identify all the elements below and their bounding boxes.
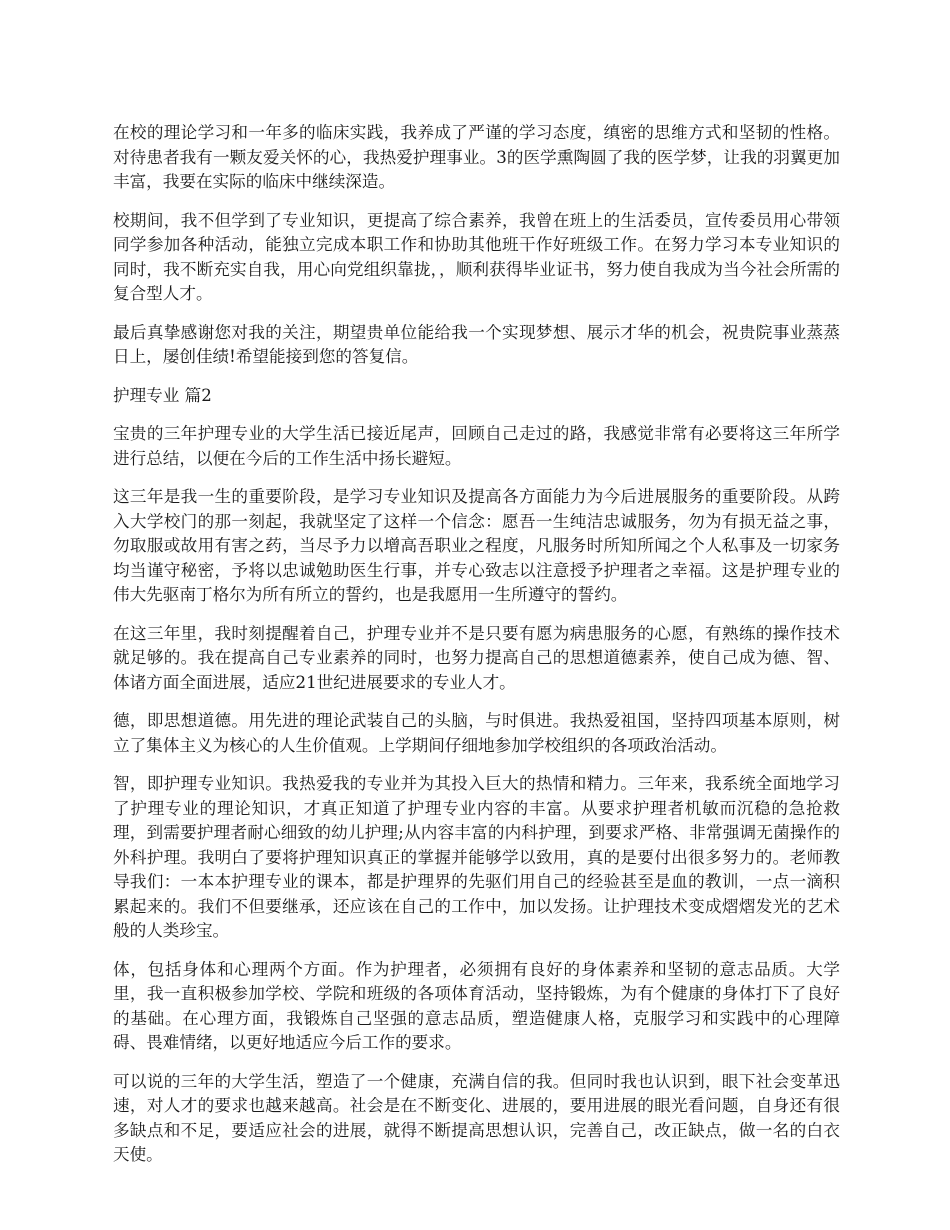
paragraph-knowledge: 智，即护理专业知识。我热爱我的专业并为其投入巨大的热情和精力。三年来，我系统全面地学习了护理专业的理论知识，才真正知道了护理专业内容的丰富。从要求护理者机敏而沉稳的急抢救理，到需要护理者耐心细致的幼儿护理;从内容丰富的内科护理，到要求严格、非常强调无菌操作的外科护理。我明白了要将护理知识真正的掌握并能够学以致用，真的是要付出很多努力的。老师教导我们：一本本护理专业的课本，都是护理界的先驱们用自己的经验甚至是血的教训，一点一滴积累起来的。我们不但要继承，还应该在自己的工作中，加以发扬。让护理技术变成熠熠发光的艺术般的人类珍宝。 <box>113 774 840 940</box>
paragraph-conclusion: 可以说的三年的大学生活，塑造了一个健康，充满自信的我。但同时我也认识到，眼下社会变革迅速，对人才的要求也越来越高。社会是在不断变化、进展的，要用进展的眼光看问题，自身还有很多缺点和不足，要适应社会的进展，就得不断提高思想认识，完善自己，改正缺点，做一名的白衣天使。 <box>113 1071 840 1164</box>
paragraph-three-years: 在这三年里，我时刻提醒着自己，护理专业并不是只要有愿为病患服务的心愿，有熟练的操作技术就足够的。我在提高自己专业素养的同时，也努力提高自己的思想道德素养，使自己成为德、智、体诸方面全面进展，适应21世纪进展要求的专业人才。 <box>113 623 840 692</box>
paragraph-morality: 德，即思想道德。用先进的理论武装自己的头脑，与时俱进。我热爱祖国，坚持四项基本原则，树立了集体主义为核心的人生价值观。上学期间仔细地参加学校组织的各项政治活动。 <box>113 711 840 755</box>
document-body <box>113 121 840 1182</box>
paragraph-school-activities: 校期间，我不但学到了专业知识，更提高了综合素养，我曾在班上的生活委员，宣传委员用心带领同学参加各种活动，能独立完成本职工作和协助其他班干作好班级工作。在努力学习本专业知识的同时，我不断充实自我，用心向党组织靠拢，，顺利获得毕业证书，努力使自我成为当今社会所需的复合型人才。 <box>113 210 840 303</box>
paragraph-clinical-practice: 在校的理论学习和一年多的临床实践，我养成了严谨的学习态度，缜密的思维方式和坚韧的性格。对待患者我有一颗友爱关怀的心，我热爱护理事业。3的医学熏陶圆了我的医学梦，让我的羽翼更加丰富，我要在实际的临床中继续深造。 <box>113 123 840 191</box>
paragraph-closing-thanks: 最后真挚感谢您对我的关注，期望贵单位能给我一个实现梦想、展示才华的机会，祝贵院事业蒸蒸日上，屡创佳绩!希望能接到您的答复信。 <box>113 322 840 366</box>
paragraph-intro: 宝贵的三年护理专业的大学生活已接近尾声，回顾自己走过的路，我感觉非常有必要将这三年所学进行总结，以便在今后的工作生活中扬长避短。 <box>113 424 840 468</box>
section-heading: 护理专业 篇2 <box>113 385 212 405</box>
paragraph-physical: 体，包括身体和心理两个方面。作为护理者，必须拥有良好的身体素养和坚韧的意志品质。大学里，我一直积极参加学校、学院和班级的各项体育活动，坚持锻炼，为有个健康的身体打下了良好的基础。在心理方面，我锻炼自己坚强的意志品质，塑造健康人格，克服学习和实践中的心理障碍、畏难情绪，以更好地适应今后工作的要求。 <box>113 959 840 1052</box>
paragraph-nightingale-pledge: 这三年是我一生的重要阶段，是学习专业知识及提高各方面能力为今后进展服务的重要阶段。从跨入大学校门的那一刻起，我就坚定了这样一个信念：愿吾一生纯洁忠诚服务，勿为有损无益之事，勿取服或故用有害之药，当尽予力以增高吾职业之程度，凡服务时所知所闻之个人私事及一切家务均当谨守秘密，予将以忠诚勉助医生行事，并专心致志以注意授予护理者之幸福。这是护理专业的伟大先驱南丁格尔为所有所立的誓约，也是我愿用一生所遵守的誓约。 <box>113 487 840 604</box>
